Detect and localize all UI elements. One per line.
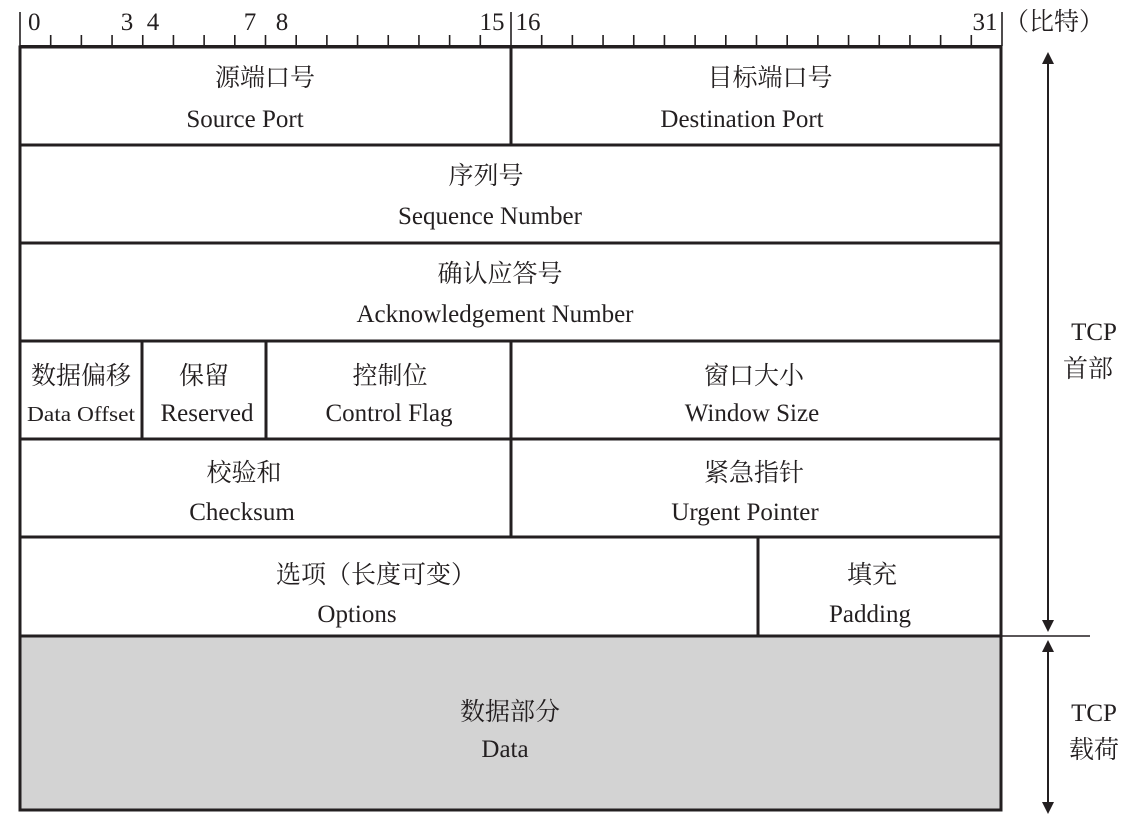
bit-label-31: 31	[972, 9, 998, 36]
padding-cn: 填充	[846, 560, 898, 589]
window-size-cn: 窗口大小	[703, 361, 805, 390]
data-cn: 数据部分	[459, 697, 561, 726]
ack-number-cn: 确认应答号	[437, 259, 563, 288]
data-offset-en: Data Offset	[27, 402, 136, 426]
control-flag-cn: 控制位	[352, 361, 428, 390]
bit-label-15: 15	[479, 9, 505, 36]
bit-unit-label: （比特）	[1004, 9, 1105, 36]
checksum-cn: 校验和	[206, 458, 282, 487]
checksum-en: Checksum	[189, 499, 295, 526]
options-en: Options	[317, 601, 397, 628]
destination-port-cn: 目标端口号	[707, 63, 833, 92]
options-cn: 选项（长度可变）	[275, 560, 477, 589]
bit-label-7: 7	[243, 9, 257, 36]
bit-label-0: 0	[28, 9, 41, 36]
payload-side-label-line1: TCP	[1071, 700, 1117, 727]
reserved-cn: 保留	[178, 361, 230, 390]
reserved-en: Reserved	[160, 400, 254, 427]
window-size-en: Window Size	[684, 400, 820, 427]
ack-number-en: Acknowledgement Number	[356, 301, 634, 328]
data-offset-cn: 数据偏移	[30, 361, 132, 390]
bit-label-16: 16	[515, 9, 541, 36]
bit-ruler	[20, 8, 1104, 46]
bit-label-4: 4	[146, 9, 160, 36]
sequence-number-cn: 序列号	[448, 161, 524, 190]
ruler-ticks	[20, 12, 1002, 46]
urgent-pointer-en: Urgent Pointer	[671, 499, 819, 526]
destination-port-en: Destination Port	[660, 106, 824, 133]
payload-side-label-line2: 载荷	[1068, 735, 1120, 764]
urgent-pointer-cn: 紧急指针	[703, 458, 805, 487]
source-port-en: Source Port	[186, 106, 304, 133]
header-side-label-line1: TCP	[1071, 319, 1117, 346]
bit-label-3: 3	[120, 9, 134, 36]
sequence-number-en: Sequence Number	[398, 203, 582, 230]
control-flag-en: Control Flag	[325, 400, 453, 427]
bit-label-8: 8	[275, 9, 289, 36]
data-en: Data	[481, 736, 529, 763]
header-side-label-line2: 首部	[1062, 354, 1114, 383]
padding-en: Padding	[829, 601, 911, 628]
source-port-cn: 源端口号	[214, 63, 316, 92]
